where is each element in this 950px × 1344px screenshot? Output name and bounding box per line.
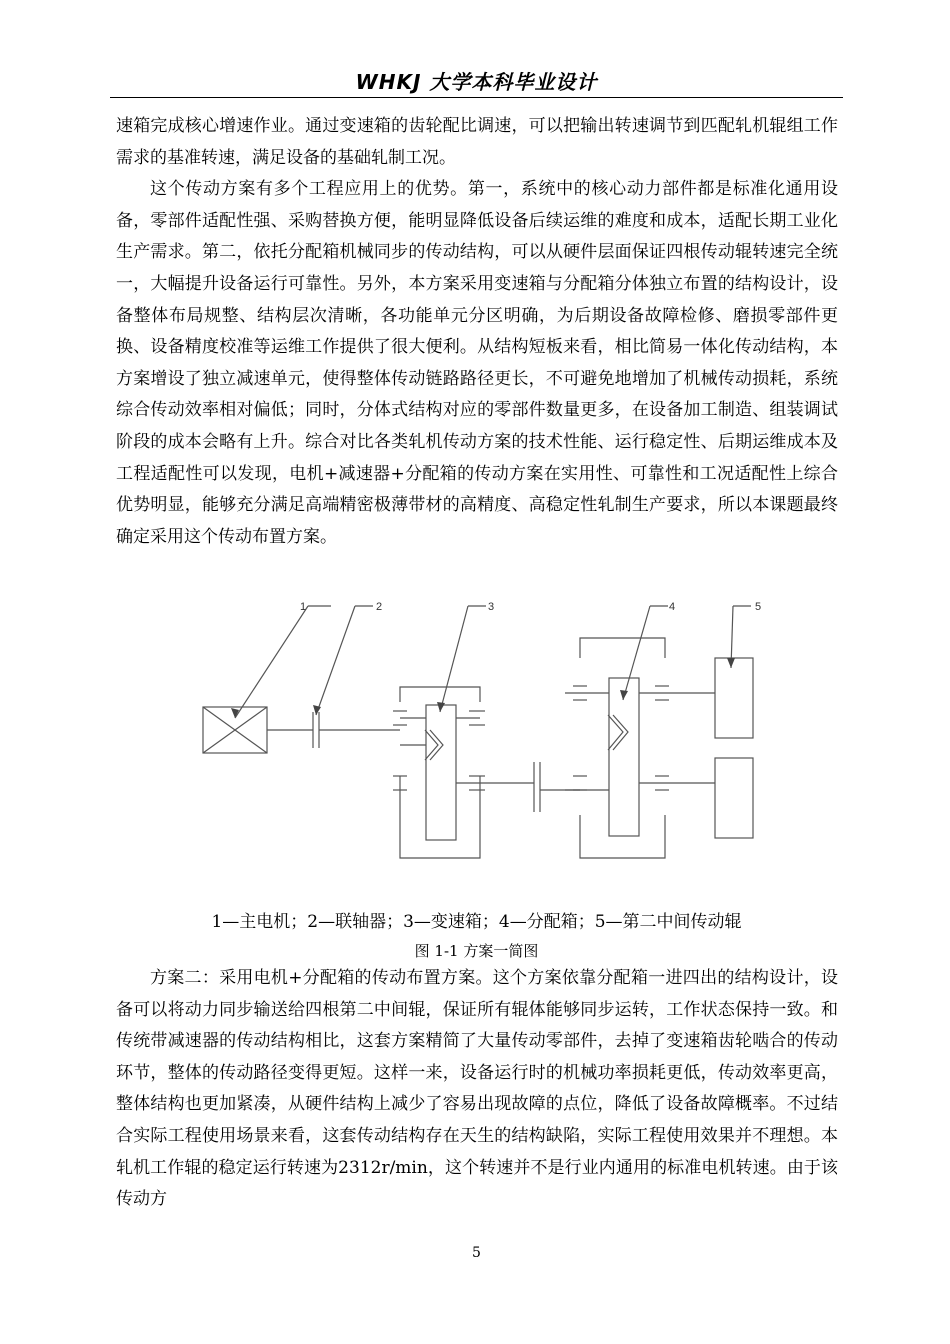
figure-label-2: 2: [376, 601, 383, 613]
body-bottom: [116, 963, 838, 1216]
figure-caption: 图 1-1 方案一简图: [414, 942, 539, 960]
header-rule: [110, 97, 843, 98]
figure-label-5: 5: [755, 601, 762, 613]
figure-label-4: 4: [669, 601, 676, 613]
transmission-schematic: [195, 600, 775, 870]
figure-legend: 1—主电机；2—联轴器；3—变速箱；4—分配箱；5—第二中间传动辊: [211, 912, 742, 932]
roll-lower: [715, 758, 753, 838]
page-header: WHKJ 大学本科毕业设计: [355, 70, 598, 94]
paragraph-3: 方案二：采用电机+分配箱的传动布置方案。这个方案依靠分配箱一进四出的结构设计，设备可以将动力同步输送给四根第二中间辊，保证所有辊体能够同步运转，工作状态保持一致。和传统带减速器的传动结构相比，这套方案精简了大量传动零部件，去掉了变速箱齿轮啮合的传动环节，整体的传动路径变得更短。这样一来，设备运行时的机械功率损耗更低，传动效率更高，整体结构也更加紧凑，从硬件结构上减少了容易出现故障的点位，降低了设备故障概率。不过结合实际工程使用场景来看，这套传动结构存在天生的结构缺陷，实际工程使用效果并不理想。本轧机工作辊的稳定运行转速为2312r/min，这个转速并不是行业内通用的标准电机转速。由于该传动方: [116, 968, 838, 1210]
body-top: [116, 111, 838, 553]
figure-label-3: 3: [488, 601, 495, 613]
roll-upper: [715, 658, 753, 738]
paragraph-1: 速箱完成核心增速作业。通过变速箱的齿轮配比调速，可以把输出转速调节到匹配轧机辊组工作需求的基准转速，满足设备的基础轧制工况。: [116, 116, 838, 168]
paragraph-2: 这个传动方案有多个工程应用上的优势。第一，系统中的核心动力部件都是标准化通用设备，零部件适配性强、采购替换方便，能明显降低设备后续运维的难度和成本，适配长期工业化生产需求。第二，依托分配箱机械同步的传动结构，可以从硬件层面保证四根传动辊转速完全统一，大幅提升设备运行可靠性。另外，本方案采用变速箱与分配箱分体独立布置的结构设计，设备整体布局规整、结构层次清晰，各功能单元分区明确，为后期设备故障检修、磨损零部件更换、设备精度校准等运维工作提供了很大便利。从结构短板来看，相比简易一体化传动结构，本方案增设了独立减速单元，使得整体传动链路路径更长，不可避免地增加了机械传动损耗，系统综合传动效率相对偏低；同时，分体式结构对应的零部件数量更多，在设备加工制造、组装调试阶段的成本会略有上升。综合对比各类轧机传动方案的技术性能、运行稳定性、后期运维成本及工程适配性可以发现，电机+减速器+分配箱的传动方案在实用性、可靠性和工况适配性上综合优势明显，能够充分满足高端精密极薄带材的高精度、高稳定性轧制生产要求，所以本课题最终确定采用这个传动布置方案。: [116, 179, 838, 547]
page-number: 5: [472, 1245, 481, 1261]
distribution-gear: [609, 678, 639, 836]
figure-label-1: 1: [300, 601, 307, 613]
gearbox-gear: [426, 705, 456, 840]
